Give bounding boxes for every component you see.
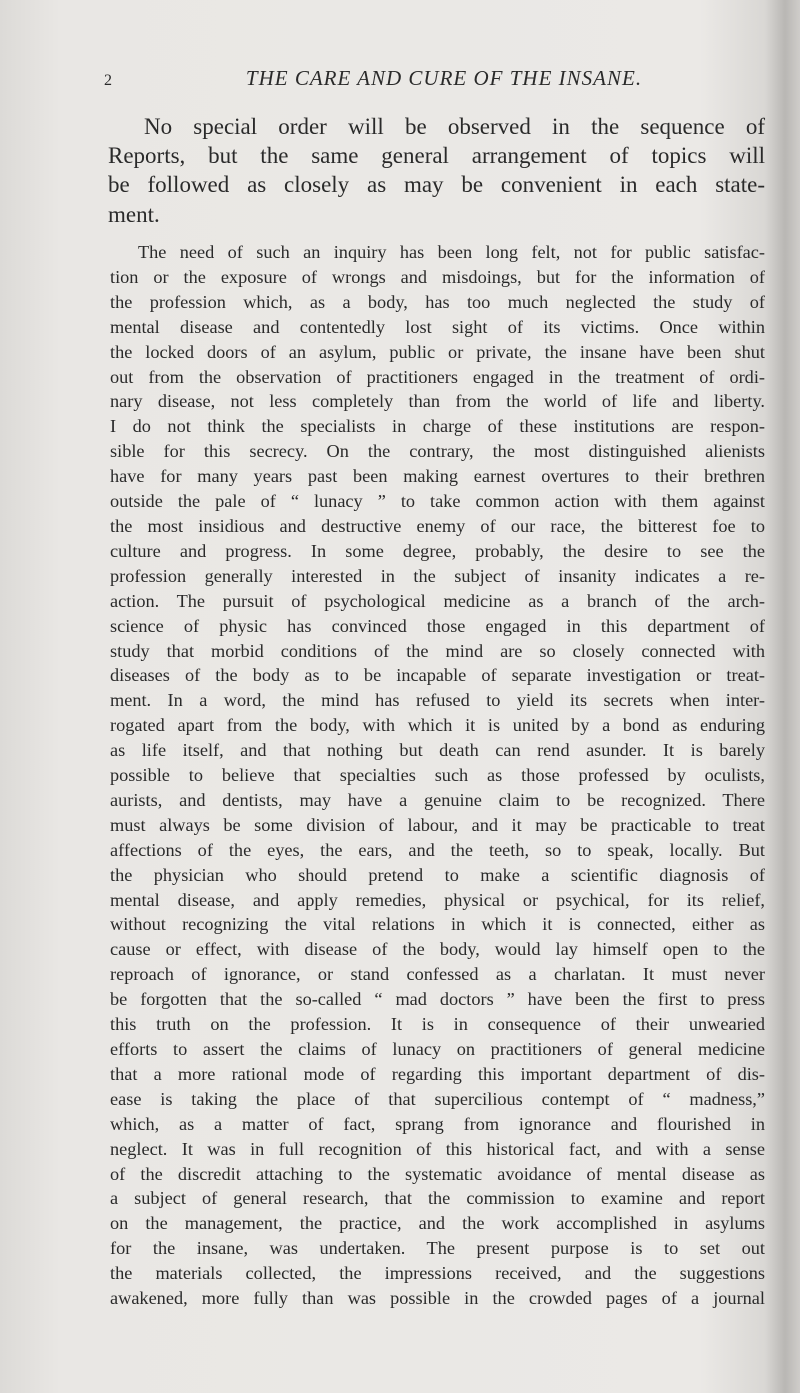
text-line: be followed as closely as may be convenient in each state- bbox=[108, 172, 765, 198]
text-line: neglect. It was in full recognition of this historical fact, and with a sense bbox=[110, 1138, 765, 1159]
text-line: rogated apart from the body, with which it is united by a bond as enduring bbox=[110, 715, 765, 736]
text-line: must always be some division of labour, and it may be practicable to treat bbox=[110, 814, 765, 835]
text-line: aurists, and dentists, may have a genuine claim to be recognized. There bbox=[110, 789, 765, 810]
body-paragraph bbox=[110, 240, 765, 1311]
text-line: No special order will be observed in the sequence of bbox=[144, 114, 765, 139]
text-line: which, as a matter of fact, sprang from ignorance and flourished in bbox=[110, 1113, 765, 1134]
text-line: on the management, the practice, and the work accomplished in asylums bbox=[110, 1213, 765, 1234]
text-line: The need of such an inquiry has been long felt, not for public satisfac- bbox=[138, 242, 765, 262]
text-line: ment. In a word, the mind has refused to yield its secrets when inter- bbox=[110, 690, 765, 711]
text-line: out from the observation of practitioners engaged in the treatment of ordi- bbox=[110, 366, 765, 387]
text-line: culture and progress. In some degree, probably, the desire to see the bbox=[110, 540, 765, 561]
text-line: awakened, more fully than was possible in the crowded pages of a journal bbox=[110, 1288, 765, 1309]
text-line: have for many years past been making earnest overtures to their brethren bbox=[110, 466, 765, 487]
text-line: the locked doors of an asylum, public or private, the insane have been shut bbox=[110, 341, 765, 362]
text-line: the physician who should pretend to make a scientific diagnosis of bbox=[110, 864, 765, 885]
text-line: Reports, but the same general arrangement of topics will bbox=[108, 143, 765, 169]
text-line: mental disease, and apply remedies, physical or psychical, for its relief, bbox=[110, 889, 765, 910]
text-line: reproach of ignorance, or stand confessed as a charlatan. It must never bbox=[110, 964, 765, 985]
text-line: profession generally interested in the subject of insanity indicates a re- bbox=[110, 565, 765, 586]
text-line: for the insane, was undertaken. The present purpose is to set out bbox=[110, 1238, 765, 1259]
text-line: the materials collected, the impressions received, and the suggestions bbox=[110, 1263, 765, 1284]
text-line: science of physic has convinced those engaged in this department of bbox=[110, 615, 765, 636]
page-number: 2 bbox=[104, 72, 112, 89]
text-line: cause or effect, with disease of the body, would lay himself open to the bbox=[110, 939, 765, 960]
text-line: the profession which, as a body, has too much neglected the study of bbox=[110, 291, 765, 312]
text-line: ease is taking the place of that supercilious contempt of “ madness,” bbox=[110, 1088, 765, 1109]
text-line: possible to believe that specialties such as those professed by oculists, bbox=[110, 765, 765, 786]
text-line: a subject of general research, that the commission to examine and report bbox=[110, 1188, 765, 1209]
text-line: without recognizing the vital relations in which it is connected, either as bbox=[110, 914, 765, 935]
text-line: nary disease, not less completely than from the world of life and liberty. bbox=[110, 391, 765, 412]
text-line: action. The pursuit of psychological medicine as a branch of the arch- bbox=[110, 590, 765, 611]
text-line: efforts to assert the claims of lunacy on practitioners of general medicine bbox=[110, 1039, 765, 1059]
text-line: that a more rational mode of regarding this important department of dis- bbox=[110, 1063, 765, 1084]
text-line: this truth on the profession. It is in consequence of their unwearied bbox=[110, 1014, 765, 1035]
text-line: tion or the exposure of wrongs and misdoings, but for the information of bbox=[110, 266, 765, 287]
intro-paragraph bbox=[108, 112, 765, 229]
text-line: study that morbid conditions of the mind are so closely connected with bbox=[110, 640, 765, 661]
running-header bbox=[104, 66, 764, 96]
text-line: diseases of the body as to be incapable of separate investigation or treat- bbox=[110, 665, 765, 686]
text-line: sible for this secrecy. On the contrary, the most distinguished alienists bbox=[110, 441, 765, 462]
running-title: THE CARE AND CURE OF THE INSANE. bbox=[245, 66, 643, 90]
text-line: ment. bbox=[108, 201, 160, 227]
text-line: as life itself, and that nothing but death can rend asunder. It is barely bbox=[110, 740, 765, 761]
text-line: of the discredit attaching to the systematic avoidance of mental disease as bbox=[110, 1163, 765, 1184]
text-line: I do not think the specialists in charge of these institutions are respon- bbox=[110, 416, 765, 437]
text-line: be forgotten that the so-called “ mad doctors ” have been the first to press bbox=[110, 989, 765, 1010]
text-line: outside the pale of “ lunacy ” to take common action with them against bbox=[110, 491, 765, 512]
text-line: affections of the eyes, the ears, and the teeth, so to speak, locally. But bbox=[110, 839, 765, 860]
text-line: mental disease and contentedly lost sight of its victims. Once within bbox=[110, 316, 765, 337]
text-line: the most insidious and destructive enemy of our race, the bitterest foe to bbox=[110, 515, 765, 536]
